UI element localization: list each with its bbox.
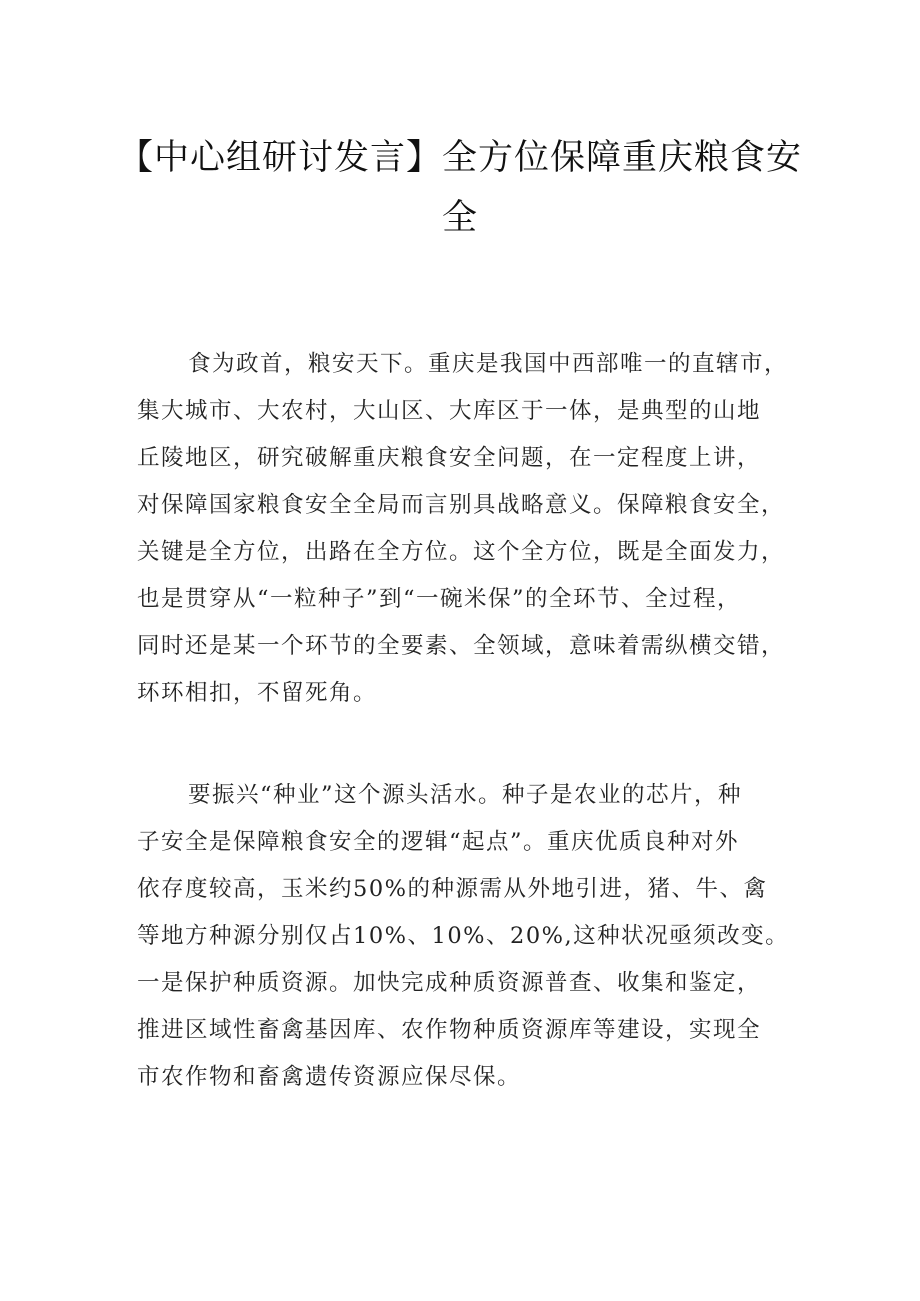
page-title bbox=[0, 128, 920, 248]
paragraph-line: 丘陵地区，研究破解重庆粮食安全问题，在一定程度上讲， bbox=[137, 445, 762, 471]
paragraph-line: 推进区域性畜禽基因库、农作物种质资源库等建设，实现全 bbox=[137, 1017, 762, 1043]
paragraph-line: 依存度较高，玉米约50%的种源需从外地引进，猪、牛、禽 bbox=[137, 876, 768, 902]
paragraph-line: 市农作物和畜禽遗传资源应保尽保。 bbox=[137, 1064, 522, 1090]
paragraph-intro bbox=[137, 341, 803, 717]
title-line-2: 全 bbox=[441, 198, 478, 238]
paragraph-line: 也是贯穿从“一粒种子”到“一碗米保”的全环节、全过程， bbox=[137, 586, 742, 612]
paragraph-line: 一是保护种质资源。加快完成种质资源普查、收集和鉴定， bbox=[137, 970, 762, 996]
paragraph-line: 食为政首，粮安天下。重庆是我国中西部唯一的直辖市， bbox=[188, 351, 789, 377]
paragraph-line: 对保障国家粮食安全全局而言别具战略意义。保障粮食安全， bbox=[137, 492, 786, 518]
title-line-1: 【中心组研讨发言】全方位保障重庆粮食安 bbox=[117, 138, 802, 178]
paragraph-line: 关键是全方位，出路在全方位。这个全方位，既是全面发力， bbox=[137, 539, 786, 565]
paragraph-line: 环环相扣，不留死角。 bbox=[137, 680, 378, 706]
paragraph-line: 要振兴“种业”这个源头活水。种子是农业的芯片，种 bbox=[188, 782, 743, 808]
paragraph-line: 集大城市、大农村，大山区、大库区于一体，是典型的山地 bbox=[137, 398, 762, 424]
paragraph-line: 同时还是某一个环节的全要素、全领域，意味着需纵横交错， bbox=[137, 633, 786, 659]
paragraph-seed-industry bbox=[137, 772, 790, 1101]
paragraph-line: 子安全是保障粮食安全的逻辑“起点”。重庆优质良种对外 bbox=[137, 829, 740, 855]
paragraph-line: 等地方种源分别仅占10%、10%、20%,这种状况亟须改变。 bbox=[137, 923, 790, 949]
